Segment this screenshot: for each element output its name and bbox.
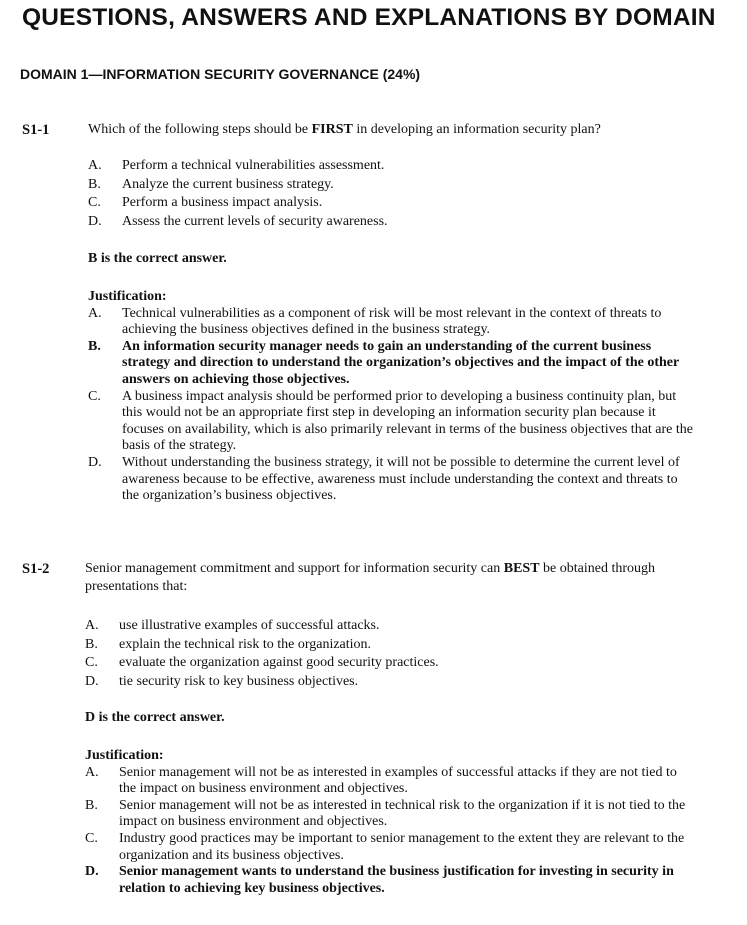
- justification-text: strategy and direction to understand the organization’s objectives and the impact of the other: [122, 355, 680, 371]
- question-id: S1-2: [22, 561, 50, 577]
- correct-answer: D is the correct answer.: [85, 710, 225, 725]
- correct-answer: B is the correct answer.: [88, 251, 227, 266]
- justification-text: Senior management wants to understand the business justification for investing in security in: [119, 864, 674, 880]
- justification-text: Senior management will not be as interested in examples of successful attacks if they are not tied to: [119, 764, 677, 780]
- question-text-part: be obtained through: [539, 561, 656, 576]
- justification-text: Without understanding the business strategy, it will not be possible to determine the current level of: [122, 455, 680, 470]
- option-letter: B.: [85, 636, 98, 652]
- option-letter: D.: [85, 673, 99, 689]
- option-text: evaluate the organization against good security practices.: [119, 655, 439, 670]
- option-text: tie security risk to key business objectives.: [119, 673, 359, 689]
- justification-text: answers on achieving those objectives.: [122, 372, 350, 387]
- option-text: Assess the current levels of security awareness.: [122, 213, 388, 229]
- justification-letter: C.: [85, 831, 98, 846]
- justification-letter: D.: [85, 864, 99, 880]
- justification-text: impact on business environment and objectives.: [119, 814, 388, 830]
- justification-text: organization and its business objectives.: [119, 847, 344, 863]
- justification-text: Senior management will not be as interested in technical risk to the organization if it is not tied to the: [119, 797, 686, 813]
- question-text-part: Senior management commitment and support for information security can: [85, 561, 504, 576]
- question-emphasis: FIRST: [311, 122, 353, 137]
- question-text: [88, 122, 601, 138]
- question-text-part: Which of the following steps should be: [88, 122, 312, 137]
- justification-letter: B.: [85, 797, 98, 813]
- option-text: Perform a business impact analysis.: [122, 195, 323, 210]
- justification-text: Technical vulnerabilities as a component of risk will be most relevant in the context of threats to: [122, 305, 662, 321]
- option-letter: C.: [88, 195, 101, 210]
- justification-letter: A.: [85, 764, 99, 780]
- justification-text: focuses on availability, which is also primarily relevant in terms of the business objectives that are the: [122, 421, 693, 437]
- question-emphasis: BEST: [503, 561, 540, 576]
- question-text-part: in developing an information security plan?: [352, 122, 601, 137]
- option-letter: C.: [85, 655, 98, 670]
- justification-text: the organization’s business objectives.: [122, 488, 337, 504]
- justification-text: achieving the business objectives defined in the business strategy.: [122, 322, 491, 338]
- option-text: Perform a technical vulnerabilities assessment.: [122, 158, 385, 173]
- question-id: S1-1: [22, 122, 50, 138]
- justification-text: relation to achieving key business objectives.: [119, 880, 385, 896]
- justification-text: An information security manager needs to gain an understanding of the current business: [122, 338, 652, 354]
- justification-text: this would not be an appropriate first step in developing an information security plan because it: [122, 405, 656, 421]
- justification-text: basis of the strategy.: [122, 438, 237, 454]
- option-letter: D.: [88, 213, 102, 229]
- justification-label: Justification:: [85, 748, 164, 763]
- justification-text: the impact on business environment and objectives.: [119, 781, 408, 797]
- option-letter: A.: [85, 618, 99, 633]
- justification-letter: C.: [88, 388, 101, 404]
- justification-letter: A.: [88, 305, 102, 321]
- justification-text: awareness because to be effective, awareness must include understanding the context and threats to: [122, 471, 678, 487]
- question-text: [85, 579, 187, 595]
- page-title: QUESTIONS, ANSWERS AND EXPLANATIONS BY DOMAIN: [22, 4, 716, 31]
- option-text: Analyze the current business strategy.: [122, 176, 334, 192]
- justification-text: A business impact analysis should be performed prior to developing a business continuity plan, but: [122, 388, 677, 404]
- question-text-part: presentations that:: [85, 579, 188, 594]
- option-text: use illustrative examples of successful attacks.: [119, 618, 380, 633]
- justification-label: Justification:: [88, 289, 167, 304]
- question-text: [85, 561, 655, 577]
- justification-letter: D.: [88, 455, 102, 470]
- domain-heading: DOMAIN 1—INFORMATION SECURITY GOVERNANCE (24%): [20, 66, 421, 82]
- justification-letter: B.: [88, 338, 101, 354]
- option-letter: B.: [88, 176, 101, 192]
- justification-text: Industry good practices may be important to senior management to the extent they are relevant to the: [119, 831, 685, 846]
- option-letter: A.: [88, 158, 102, 173]
- option-text: explain the technical risk to the organization.: [119, 636, 372, 652]
